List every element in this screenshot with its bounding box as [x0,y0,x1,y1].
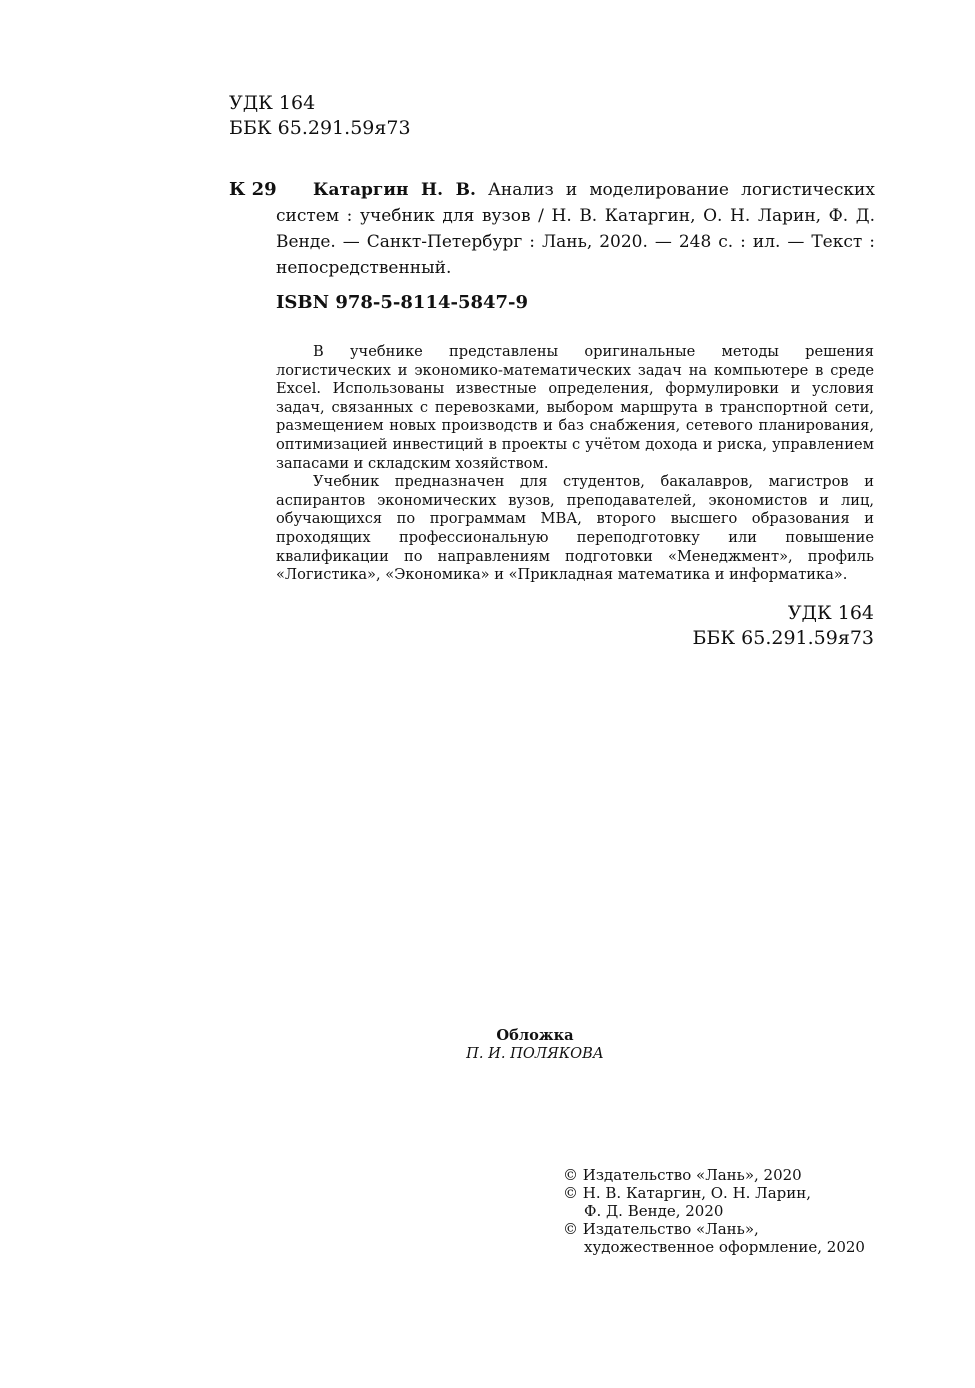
isbn: ISBN 978-5-8114-5847-9 [276,292,529,313]
copyright-line: © Н. В. Катаргин, О. Н. Ларин, [563,1184,812,1202]
copyright-line: художественное оформление, 2020 [584,1238,865,1256]
annotation-paragraph: В учебнике представлены оригинальные методы решения логистических и экономико-математических задач на компьютере в среде Excel. Использованы известные определения, формулировки и условия задач, связанных с перевозками, выбором маршрута в транспортной сети, размещением новых производств и баз снабжения, сетевого планирования, оптимизацией инвестиций в проекты с учётом дохода и риска, управлением запасами и складским хозяйством. [276,343,874,472]
classification-footer [692,601,874,651]
copyright-line: © Издательство «Лань», 2020 [563,1166,802,1184]
copyright-line: Ф. Д. Венде, 2020 [584,1202,724,1220]
bibliographic-entry [229,177,875,281]
bibliographic-description [276,177,875,281]
annotation-paragraph: Учебник предназначен для студентов, бакалавров, магистров и аспирантов экономических вузов, преподавателей, экономистов и лиц, обучающихся по программам МВА, второго высшего образования и проходящих профессиональную переподготовку или повышение квалификации по направлениям подготовки «Менеджмент», профиль «Логистика», «Экономика» и «Прикладная математика и информатика». [276,473,874,584]
bbk-code: ББК 65.291.59я73 [692,627,874,649]
copyright-line: © Издательство «Лань», [563,1220,759,1238]
cover-credit [430,1027,640,1063]
copyright-block [563,1166,865,1256]
cover-label: Обложка [496,1027,574,1044]
cover-designer: П. И. ПОЛЯКОВА [466,1045,604,1062]
author-name: Катаргин Н. В. [313,180,476,200]
title-description: Анализ и моделирование логистических систем : учебник для вузов / Н. В. Катаргин, О. Н. Ларин, Ф. Д. Венде. — Санкт-Петербург : Лань, 2020. — 248 с. : ил. — Текст : непосредственный. [276,180,875,278]
udk-code: УДК 164 [787,602,874,624]
author-mark: К 29 [229,179,277,200]
udk-code: УДК 164 [229,92,316,114]
classification-header [229,91,411,141]
bbk-code: ББК 65.291.59я73 [229,117,411,139]
annotation [276,343,874,585]
